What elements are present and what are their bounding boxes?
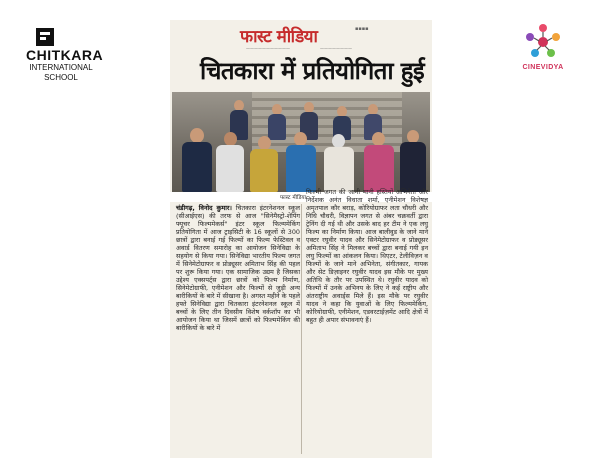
masthead <box>170 20 432 50</box>
masthead-edition-mark: ▪▪▪▪ <box>355 26 369 32</box>
cinevidya-logo-name: CINEVIDYA <box>522 64 564 71</box>
newspaper-clipping <box>170 20 432 458</box>
group-photo <box>172 92 430 192</box>
chitkara-logo-icon <box>36 28 54 46</box>
photo-caption: फास्ट मीडिया <box>280 195 307 201</box>
masthead-tag-right: ———————— <box>320 46 352 51</box>
cinevidya-logo <box>510 22 576 71</box>
cinevidya-logo-icon <box>523 22 563 62</box>
chitkara-logo-sub2: SCHOOL <box>44 73 78 82</box>
article-column-2 <box>306 188 428 324</box>
article-dateline: चंडीगढ़, विनोद कुमार। <box>176 204 232 212</box>
article-column-1-text: चितकारा इंटरनेशनल स्कूल (सीआईएस) की तरफ से आज "सिनेमैस्ट्रो-शेपिंग फ्यूचर फिल्ममेकर्स" इंटर स्कूल फिल्ममेकिंग प्रतियोगिता में आज ट्राइसिटी के 16 स्कूलों से 300 छात्रों द्वारा बनाई गई फिल्मों का फिल्म फेस्टिवल व अवार्ड वितरण समारोह का आयोजन सिनेविद्या के सहयोग से किया गया। सिनेविद्या भारतीय फिल्म जगत में सिनेमेटोग्राफर व प्रोड्यूसर अमिताभ सिंह की पहल पर शुरू किया गया। एक सामाजिक उद्यम है जिसका उद्देश्य एक्सपर्ट्स द्वारा छात्रों को फिल्म निर्माण, सिनेमेटोग्राफी, एनीमेशन और फिल्मों से जुड़ी अन्य बारीकियों के बारे में सीखाना है। अगस्त महीने के पहले हफ्ते सिनेविद्या द्वारा चितकारा इंटरनेशनल स्कूल में बच्चों के लिए तीन दिवसीय विशेष वर्कशॉप का भी आयोजन किया था जिसमें छात्रों को फिल्ममेकिंग की बारीकियों के बारे में <box>176 204 300 332</box>
headline: चितकारा में प्रतियोगिता हुई <box>200 57 425 85</box>
chitkara-logo-name: CHITKARA <box>26 47 104 63</box>
column-divider <box>301 204 302 454</box>
article-column-2-text: फिल्मी जगत की जानी मानी हस्तियों अभिनेता और निर्देशक अनंत विधाता शर्मा, एनीमेशन विशेषज्ञ अमृतपाल कौर बराड़, कोरियोग्राफर लता चौधरी और निधि चौधरी, विज्ञापन जगत से अंबर चक्रवर्ती द्वारा ट्रेनिंग दी गई थी और उसके बाद हर टीम ने एक लघु फिल्म का निर्माण किया। आज बालीवुड के जाने माने एक्टर रघुवीर यादव और सिनेमेटोग्राफर व प्रोड्यूसर अमिताभ सिंह ने मिलकर बच्चों द्वारा बनाई गयी इन लघु फिल्मों का आंकलन किया। थिएटर, टेलीविज़न व फिल्मों के जाने माने अभिनेता, संगीतकार, गायक और सेट डिज़ाइनर रघुवीर यादव इस मौके पर मुख्य अतिथि के तौर पर उपस्थित थे। रघुवीर यादव को फिल्मों में उनके अभिनय के लिए ने कई राष्ट्रीय और अंतराष्ट्रीय अवार्ड्स मिले हैं। इस मौके पर रघुवीर यादव ने कहा कि युवाओं के लिए फिल्ममेकिंग, कोरियोग्राफी, एनीमेशन, एडवरटाईज़मेंट आदि क्षेत्रों में बहुत ही अपार संभावनाएं हैं। <box>306 188 428 324</box>
article-column-1 <box>176 204 300 332</box>
chitkara-logo <box>26 28 114 83</box>
chitkara-logo-sub1: INTERNATIONAL <box>29 63 93 72</box>
masthead-tag-left: ——————————— <box>246 46 290 51</box>
masthead-title: फास्ट मीडिया <box>240 27 318 47</box>
